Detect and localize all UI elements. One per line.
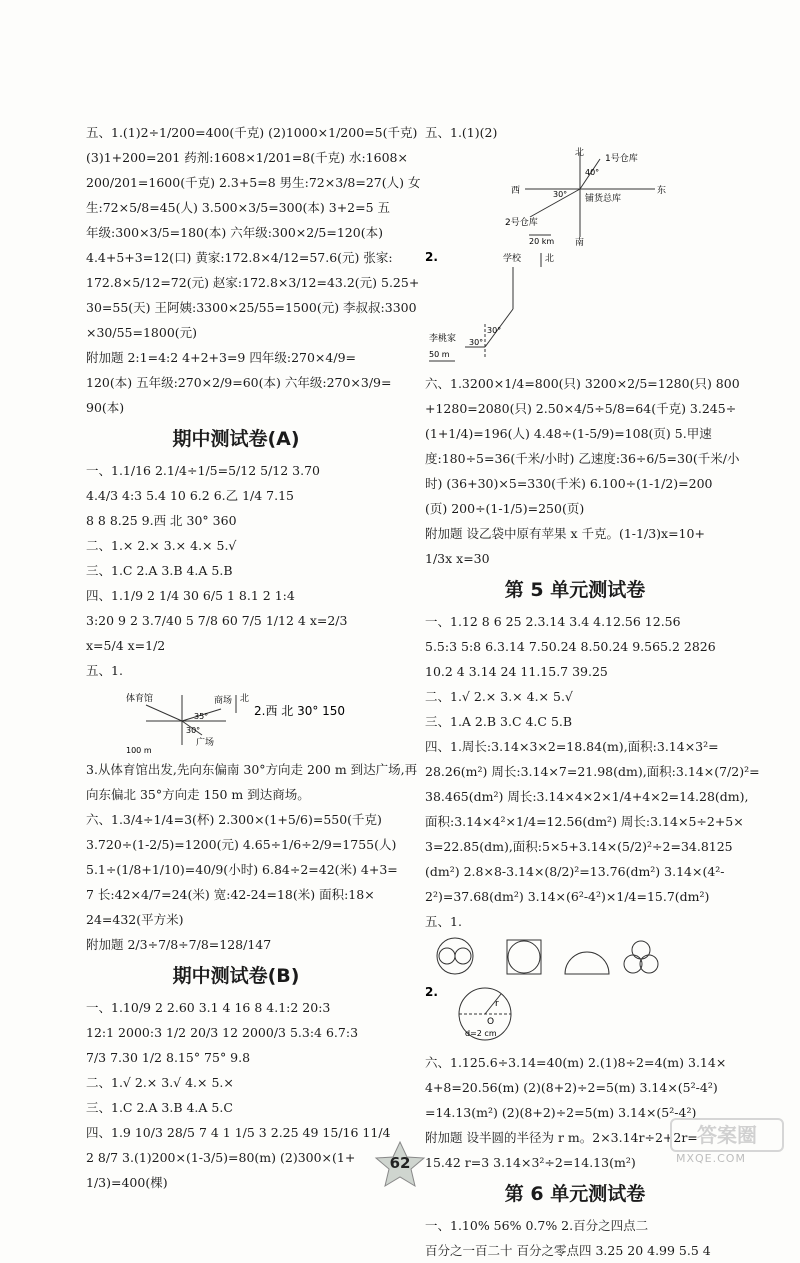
section-title-unit-6: 第 6 单元测试卷	[504, 1183, 646, 1205]
answer-line: 24=432(平方米)	[86, 912, 184, 927]
section-title-midterm-a: 期中测试卷(A)	[172, 428, 300, 450]
answer-line: 7/3 7.30 1/2 8.15° 75° 9.8	[86, 1050, 251, 1065]
answer-line: 六、1.125.6÷3.14=40(m) 2.(1)8÷2=4(m) 3.14×	[425, 1055, 727, 1070]
answer-line: 15.42 r=3 3.14×3²÷2=14.13(m²)	[425, 1155, 636, 1170]
label-north: 北	[545, 254, 555, 264]
label-mall: 商场	[214, 696, 233, 706]
answer-line: 3.从体育馆出发,先向东偏南 30°方向走 200 m 到达广场,再	[86, 762, 418, 777]
section-title-midterm-b: 期中测试卷(B)	[172, 965, 300, 987]
label-gym: 体育馆	[126, 694, 154, 704]
page-number: 62	[389, 1154, 411, 1172]
answer-line: 28.26(m²) 周长:3.14×7=21.98(dm),面积:3.14×(7/2)²=	[425, 764, 760, 779]
answer-line: 12:1 2000:3 1/2 20/3 12 2000/3 5.3:4 6.7:3	[86, 1025, 359, 1040]
answer-line: 3:20 9 2 3.7/40 5 7/8 60 7/5 1/12 4 x=2/3	[86, 613, 348, 628]
answer-line: 五、1.(1)2÷1/200=400(千克) (2)1000×1/200=5(千克)	[86, 125, 418, 140]
answer-line: 7 长:42×4/7=24(米) 宽:42-24=18(米) 面积:18×	[86, 887, 375, 902]
answer-line: 年级:300×3/5=180(本) 六年级:300×2/5=120(本)	[86, 225, 383, 240]
label-angle-2: 30°	[469, 338, 484, 347]
answer-line: 4.4/3 4:3 5.4 10 6.2 6.乙 1/4 7.15	[86, 488, 295, 503]
answer-line: x=5/4 x=1/2	[86, 638, 166, 653]
answer-line: 四、1.1/9 2 1/4 30 6/5 1 8.1 2 1:4	[86, 588, 295, 603]
answer-line: 30=55(天) 王阿姨:3300×25/55=1500(元) 李叔叔:3300	[86, 300, 417, 315]
answers-block-unit-5	[425, 609, 760, 934]
label-angle-1: 30°	[186, 726, 201, 735]
answer-line: 生:72×5/8=45(人) 3.500×3/5=300(本) 3+2=5 五	[86, 200, 391, 215]
label-south: 南	[575, 238, 585, 248]
answer-line: 附加题 设半圆的半径为 r m。2×3.14r÷2+2r=	[425, 1130, 698, 1145]
label-scale: 100 m	[126, 746, 152, 755]
answer-line: 1/3x x=30	[425, 551, 490, 566]
answer-line: (3)1+200=201 药剂:1608×1/201=8(千克) 水:1608×	[86, 150, 408, 165]
answers-block-midterm-a	[86, 458, 386, 683]
label-angle-2: 35°	[194, 712, 209, 721]
answer-line: 4.4+5+3=12(口) 黄家:172.8×4/12=57.6(元) 张家:	[86, 250, 393, 265]
answer-line: 10.2 4 3.14 24 11.15.7 39.25	[425, 664, 608, 679]
answer-line: 一、1.10% 56% 0.7% 2.百分之四点二	[425, 1218, 649, 1233]
answer-line: 时) (36+30)×5=330(千米) 6.100÷(1-1/2)=200	[425, 476, 713, 491]
answer-line: 1/3)=400(棵)	[86, 1175, 168, 1190]
answers-block-midterm-b	[86, 995, 391, 1195]
label-east: 东	[657, 186, 667, 196]
answer-line: 172.8×5/12=72(元) 赵家:172.8×3/12=43.2(元) 5.25+	[86, 275, 420, 290]
label-west: 西	[511, 186, 521, 196]
label-warehouse-1: 1号仓库	[605, 154, 638, 164]
label-scale: 50 m	[429, 350, 450, 359]
watermark-url: MXQE.COM	[676, 1152, 746, 1165]
label-warehouse-2: 2号仓库	[505, 218, 538, 228]
label-d: d=2 cm	[465, 1029, 497, 1038]
label-angle-1: 30°	[487, 326, 502, 335]
answer-line: =14.13(m²) (2)(8+2)÷2=5(m) 3.14×(5²-4²)	[425, 1105, 697, 1120]
answer-line: (1+1/4)=196(人) 4.48÷(1-5/9)=108(页) 5.甲速	[425, 426, 712, 441]
answer-line: 一、1.12 8 6 25 2.3.14 3.4 4.12.56 12.56	[425, 614, 681, 629]
answer-line: 120(本) 五年级:270×2/9=60(本) 六年级:270×3/9=	[86, 375, 392, 390]
answer-line: 38.465(dm²) 周长:3.14×4×2×1/4+4×2=14.28(dm),	[425, 789, 749, 804]
answer-line: 三、1.C 2.A 3.B 4.A 5.C	[86, 1100, 233, 1115]
answer-tail: 2.西 北 30° 150	[254, 704, 346, 718]
label-scale: 20 km	[529, 237, 555, 246]
answer-line: 二、1.√ 2.× 3.× 4.× 5.√	[425, 689, 573, 704]
answers-block-unit-6	[425, 1213, 725, 1263]
section-title-unit-5: 第 5 单元测试卷	[504, 579, 646, 601]
answer-line: 五、1.(1)(2)	[425, 125, 498, 140]
label-school: 学校	[503, 254, 522, 264]
circle-patterns-figure	[425, 936, 725, 982]
answer-line: 五、1.	[86, 663, 123, 678]
watermark-logo: 答案圈	[670, 1118, 784, 1152]
answer-line: 四、1.周长:3.14×3×2=18.84(m),面积:3.14×3²=	[425, 739, 719, 754]
label-r: r	[495, 999, 499, 1009]
answer-line: 一、1.1/16 2.1/4÷1/5=5/12 5/12 3.70	[86, 463, 320, 478]
answer-line: 3.720÷(1-2/5)=1200(元) 4.65÷1/6÷2/9=1755(人)	[86, 837, 397, 852]
answers-block-right-top	[425, 371, 740, 571]
label-center: 铺货总库	[585, 194, 622, 204]
answer-line: 附加题 2:1=4:2 4+2+3=9 四年级:270×4/9=	[86, 350, 356, 365]
answer-line: 三、1.C 2.A 3.B 4.A 5.B	[86, 563, 233, 578]
answer-line: 2 8/7 3.(1)200×(1-3/5)=80(m) (2)300×(1+	[86, 1150, 356, 1165]
label-o: O	[487, 1017, 495, 1027]
answer-line: 8 8 8.25 9.西 北 30° 360	[86, 513, 237, 528]
answer-line: 二、1.× 2.× 3.× 4.× 5.√	[86, 538, 237, 553]
answer-line: 向东偏北 35°方向走 150 m 到达商场。	[86, 787, 310, 802]
answer-line: (dm²) 2.8×8-3.14×(8/2)²=13.76(dm²) 3.14×(4²-	[425, 864, 725, 879]
answer-line: 三、1.A 2.B 3.C 4.C 5.B	[425, 714, 573, 729]
page-number-badge	[370, 1140, 430, 1188]
answer-line: (页) 200÷(1-1/5)=250(页)	[425, 501, 585, 516]
answers-block-midterm-a-2	[86, 757, 418, 957]
answer-line: 附加题 设乙袋中原有苹果 x 千克。(1-1/3)x=10+	[425, 526, 705, 541]
label-north: 北	[240, 694, 250, 704]
answers-block-left-top	[86, 120, 421, 420]
question-number: 2.	[425, 985, 438, 999]
answer-line: 百分之一百二十 百分之零点四 3.25 20 4.99 5.5 4	[425, 1243, 711, 1258]
direction-diagram-warehouses	[425, 147, 725, 247]
label-home: 李桃家	[429, 334, 457, 344]
answer-line: 5.5:3 5:8 6.3.14 7.50.24 8.50.24 9.565.2 2826	[425, 639, 716, 654]
label-north: 北	[575, 148, 585, 158]
answer-line: 90(本)	[86, 400, 125, 415]
label-square: 广场	[196, 738, 215, 748]
answer-line: 2²)=37.68(dm²) 3.14×(6²-4²)×1/4=15.7(dm²)	[425, 889, 710, 904]
answer-line: 六、1.3200×1/4=800(只) 3200×2/5=1280(只) 800	[425, 376, 740, 391]
answer-line: 二、1.√ 2.× 3.√ 4.× 5.×	[86, 1075, 234, 1090]
answer-line: 3=22.85(dm),面积:5×5+3.14×(5/2)²÷2=34.8125	[425, 839, 733, 854]
answer-line: 五、1.	[425, 914, 462, 929]
direction-diagram-a	[86, 685, 386, 755]
answer-line: ×30/55=1800(元)	[86, 325, 198, 340]
answer-line: 一、1.10/9 2 2.60 3.1 4 16 8 4.1:2 20:3	[86, 1000, 331, 1015]
question-number: 2.	[425, 250, 438, 264]
route-diagram-school	[425, 249, 725, 369]
answer-line: 200/201=1600(千克) 2.3+5=8 男生:72×3/8=27(人) 女	[86, 175, 421, 190]
answer-line: 5.1÷(1/8+1/10)=40/9(小时) 6.84÷2=42(米) 4+3=	[86, 862, 398, 877]
label-angle-1: 40°	[585, 168, 600, 177]
circle-radius-figure	[425, 984, 725, 1048]
answer-line: 附加题 2/3÷7/8÷7/8=128/147	[86, 937, 272, 952]
answer-line: 六、1.3/4÷1/4=3(杯) 2.300×(1+5/6)=550(千克)	[86, 812, 382, 827]
answer-line: +1280=2080(只) 2.50×4/5÷5/8=64(千克) 3.245÷	[425, 401, 737, 416]
answer-line: 度:180÷5=36(千米/小时) 乙速度:36÷6/5=30(千米/小	[425, 451, 740, 466]
answer-line: 面积:3.14×4²×1/4=12.56(dm²) 周长:3.14×5÷2+5×	[425, 814, 744, 829]
answer-line: 四、1.9 10/3 28/5 7 4 1 1/5 3 2.25 49 15/16 11/4	[86, 1125, 391, 1140]
left-column	[86, 120, 421, 1195]
label-angle-2: 30°	[553, 190, 568, 199]
answer-line: 4+8=20.56(m) (2)(8+2)÷2=5(m) 3.14×(5²-4²)	[425, 1080, 718, 1095]
